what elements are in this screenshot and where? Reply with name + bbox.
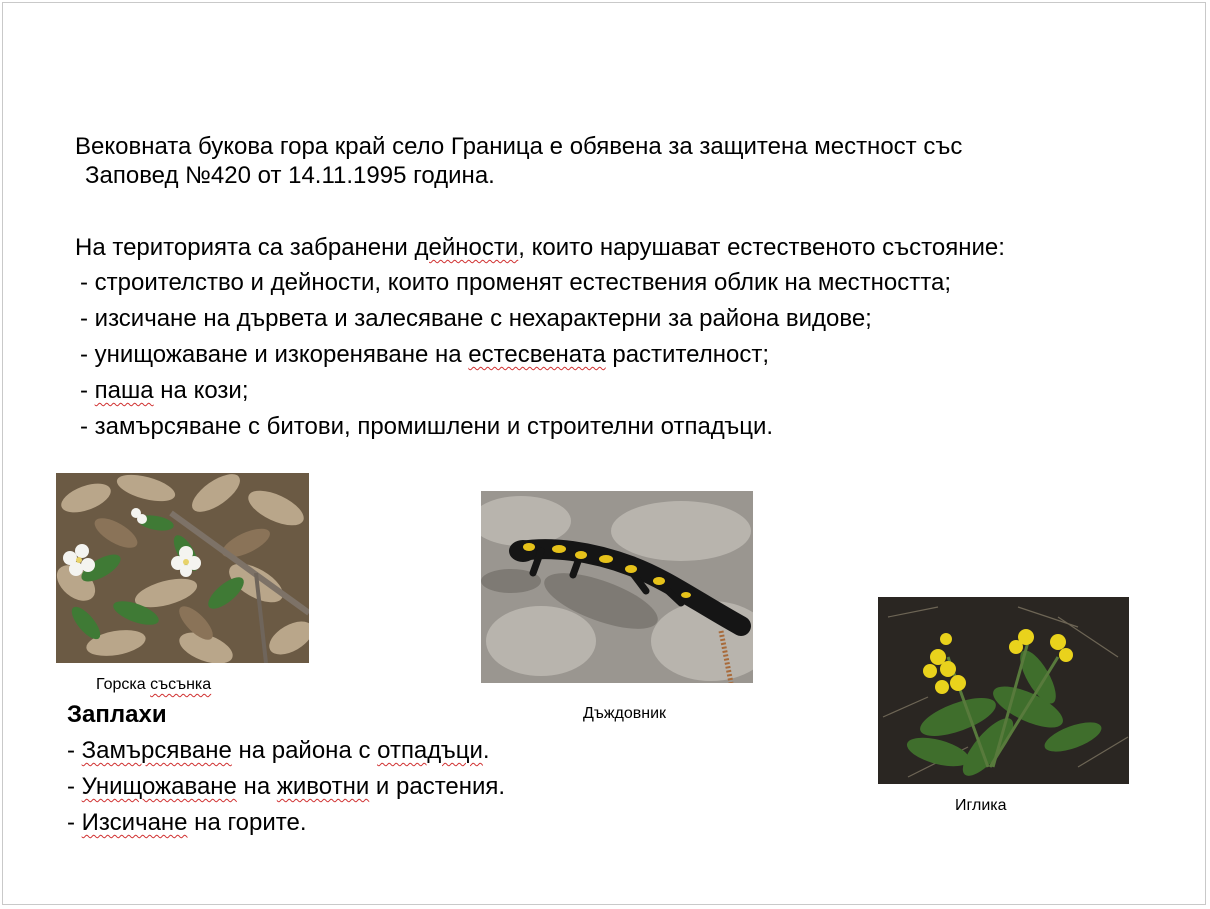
restriction-item: - изсичане на дървета и залесяване с нехарактерни за района видове;	[80, 305, 872, 332]
anemone-caption: Горска съсънка	[96, 676, 212, 693]
threat-item: - Унищожаване на животни и растения.	[67, 773, 506, 800]
restriction-item: - строителство и дейности, които променят естествения облик на местността;	[80, 269, 951, 296]
salamander-caption: Дъждовник	[583, 705, 667, 722]
primrose-caption: Иглика	[955, 797, 1007, 814]
intro-line-1: Вековната букова гора край село Граница е обявена за защитена местност със	[75, 133, 963, 160]
restriction-item: - замърсяване с битови, промишлени и строителни отпадъци.	[80, 413, 774, 440]
threats-title: Заплахи	[67, 701, 167, 728]
intro-line-2: Заповед №420 от 14.11.1995 година.	[85, 162, 495, 189]
wood-anemone-photo	[56, 473, 309, 663]
restrictions-heading: На територията са забранени дейности, които нарушават естественото състояние:	[75, 234, 1005, 261]
restriction-item: - паша на кози;	[80, 377, 249, 404]
threat-item: - Изсичане на горите.	[67, 809, 307, 836]
fire-salamander-photo	[481, 491, 753, 683]
restriction-item: - унищожаване и изкореняване на естесвената растителност;	[80, 341, 769, 368]
threat-item: - Замърсяване на района с отпадъци.	[67, 737, 490, 764]
cowslip-primrose-photo	[878, 597, 1129, 784]
slide-page	[2, 2, 1206, 905]
